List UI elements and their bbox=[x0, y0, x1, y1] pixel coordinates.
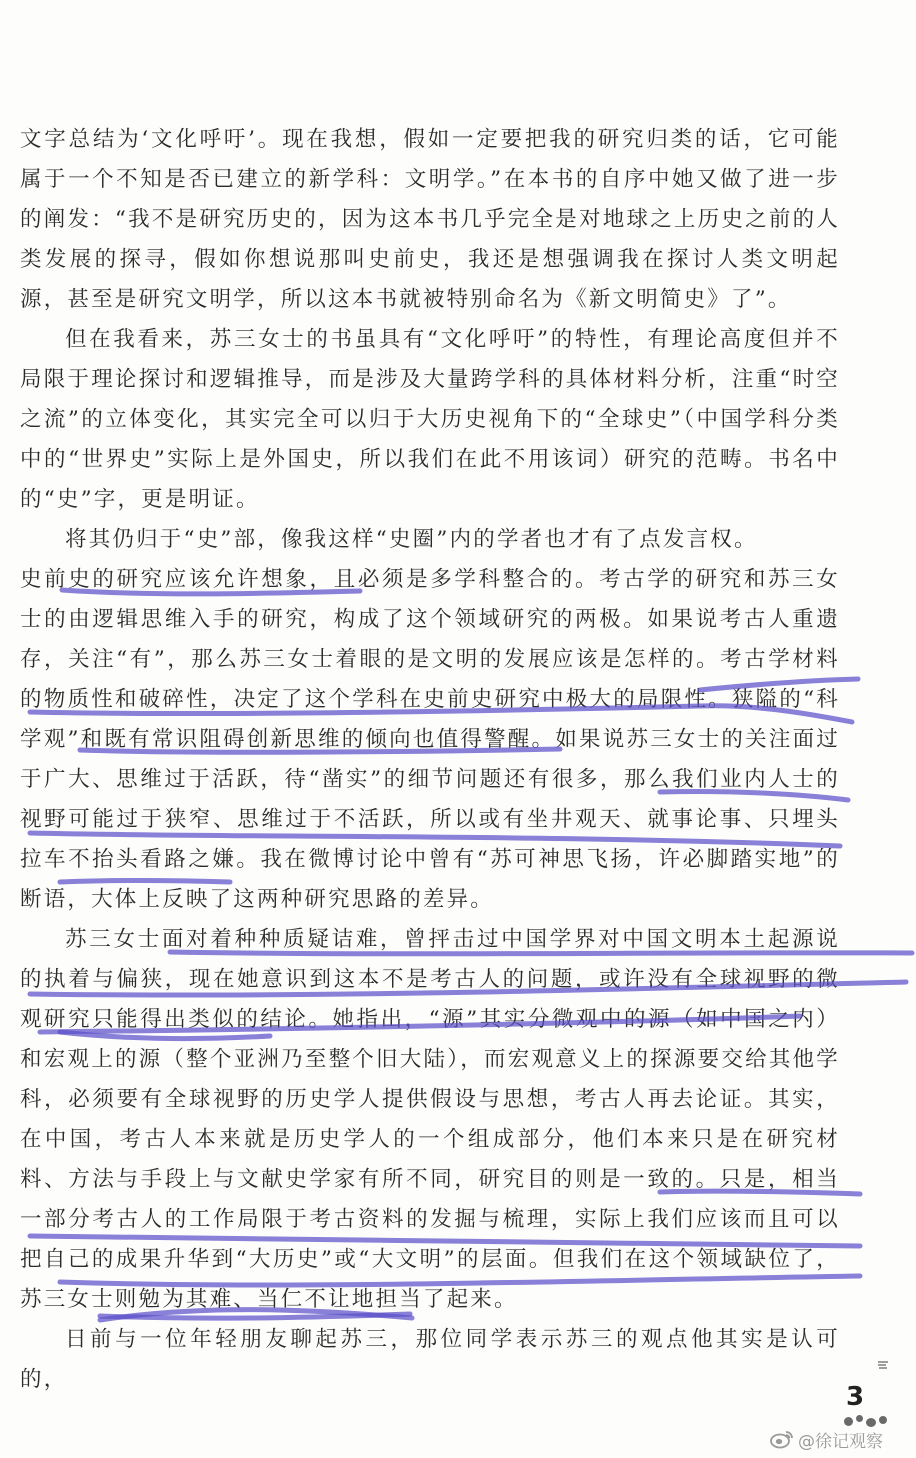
watermark bbox=[770, 1426, 883, 1452]
corner-mark-icon bbox=[877, 1360, 889, 1370]
page-number: 3 bbox=[846, 1382, 865, 1412]
weibo-logo-icon bbox=[770, 1429, 794, 1449]
paragraph-2: 但在我看来，苏三女士的书虽具有“文化呼吁”的特性，有理论高度但并不局限于理论探讨和逻辑推导，而是涉及大量跨学科的具体材料分析，注重“时空之流”的立体变化，其实完全可以归于大历史视角下的“全球史”（中国学科分类中的“世界史”实际上是外国史，所以我们在此不用该词）研究的范畴。书名中的“史”字，更是明证。 bbox=[20, 327, 840, 512]
watermark-text: @徐记观察 bbox=[798, 1431, 883, 1452]
paragraph-4: 史前史的研究应该允许想象，且必须是多学科整合的。考古学的研究和苏三女士的由逻辑思维入手的研究，构成了这个领域研究的两极。如果说考古人重遗存，关注“有”，那么苏三女士着眼的是文明的发展应该是怎样的。考古学材料的物质性和破碎性，决定了这个学科在史前史研究中极大的局限性。狭隘的“科学观”和既有常识阻碍创新思维的倾向也值得警醒。如果说苏三女士的关注面过于广大、思维过于活跃，待“凿实”的细节问题还有很多，那么我们业内人士的视野可能过于狭窄、思维过于不活跃，所以或有坐井观天、就事论事、只埋头拉车不抬头看路之嫌。我在微博讨论中曾有“苏可神思飞扬，许必脚踏实地”的断语，大体上反映了这两种研究思路的差异。 bbox=[20, 567, 840, 912]
paragraph-5: 苏三女士面对着种种质疑诘难，曾抨击过中国学界对中国文明本土起源说的执着与偏狭，现在她意识到这本不是考古人的问题，或许没有全球视野的微观研究只能得出类似的结论。她指出，“源”其实分微观中的源（如中国之内）和宏观上的源（整个亚洲乃至整个旧大陆），而宏观意义上的探源要交给其他学科，必须要有全球视野的历史学人提供假设与思想，考古人再去论证。其实，在中国，考古人本来就是历史学人的一个组成部分，他们本来只是在研究材料、方法与手段上与文献史学家有所不同，研究目的则是一致的。只是，相当一部分考古人的工作局限于考古资料的发掘与梳理，实际上我们应该而且可以把自己的成果升华到“大历史”或“大文明”的层面。但我们在这个领域缺位了，苏三女士则勉为其难、当仁不让地担当了起来。 bbox=[20, 927, 840, 1312]
paragraph-1: 文字总结为‘文化呼吁’。现在我想，假如一定要把我的研究归类的话，它可能属于一个不知是否已建立的新学科：文明学。”在本书的自序中她又做了进一步的阐发：“我不是研究历史的，因为这本书几乎完全是对地球之上历史之前的人类发展的探寻，假如你想说那叫史前史，我还是想强调我在探讨人类文明起源，甚至是研究文明学，所以这本书就被特别命名为《新文明简史》了”。 bbox=[20, 127, 840, 312]
body-text bbox=[20, 120, 840, 1400]
paragraph-6: 日前与一位年轻朋友聊起苏三，那位同学表示苏三的观点他其实是认可的， bbox=[20, 1327, 840, 1392]
paragraph-3: 将其仍归于“史”部，像我这样“史圈”内的学者也才有了点发言权。 bbox=[65, 527, 758, 552]
